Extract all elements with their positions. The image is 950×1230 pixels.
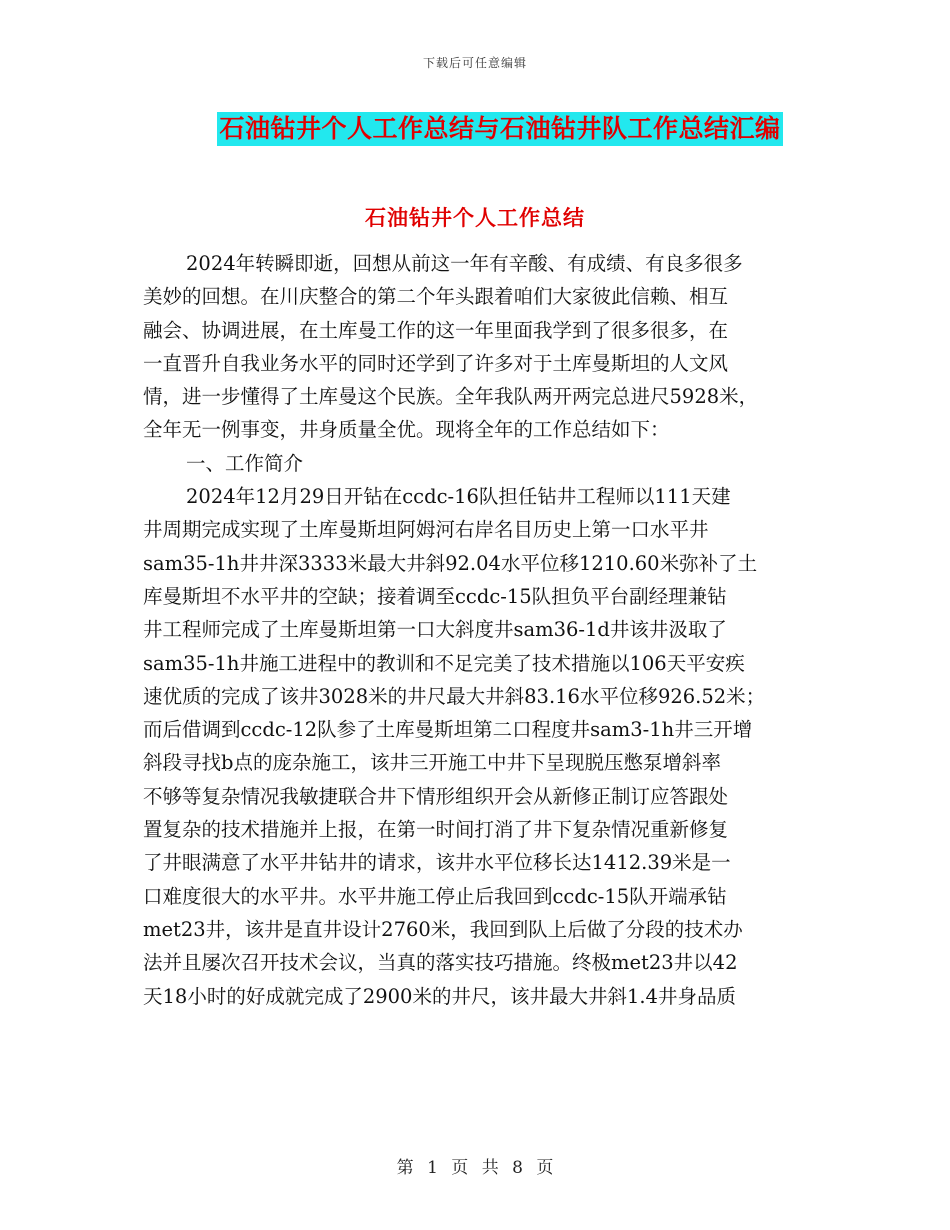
footer-suffix: 页 — [536, 1158, 554, 1178]
footer-prefix: 第 — [396, 1158, 414, 1178]
paragraph-line: 不够等复杂情况我敏捷联合井下情形组织开会从新修正制订应答跟处 — [143, 784, 729, 808]
paragraph-line: 井工程师完成了土库曼斯坦第一口大斜度井sam36-1d井该井汲取了 — [143, 618, 727, 642]
main-title-wrapper — [0, 112, 950, 146]
paragraph-line: 2024年转瞬即逝，回想从前这一年有辛酸、有成绩、有良多很多 — [186, 252, 743, 275]
paragraph-line: 速优质的完成了该井3028米的井尺最大井斜83.16水平位移926.52米； — [143, 684, 766, 708]
paragraph-line: sam35-1h井施工进程中的教训和不足完美了技术措施以106天平安疾 — [143, 651, 745, 675]
paragraph-line: 2024年12月29日开钻在ccdc-16队担任钻井工程师以111天建 — [186, 485, 731, 509]
paragraph-line: sam35-1h井井深3333米最大井斜92.04水平位移1210.60米弥补了土 — [143, 551, 758, 575]
paragraph-line: 融会、协调进展，在土库曼工作的这一年里面我学到了很多很多，在 — [143, 318, 729, 342]
document-title: 石油钻井个人工作总结与石油钻井队工作总结汇编 — [217, 112, 782, 146]
paragraph-line: 井周期完成实现了土库曼斯坦阿姆河右岸名目历史上第一口水平井 — [143, 518, 709, 542]
paragraph-line: 一、工作简介 — [186, 451, 304, 475]
body-text — [143, 247, 823, 1013]
paragraph-line: 情，进一步懂得了土库曼这个民族。全年我队两开两完总进尺5928米， — [143, 385, 759, 409]
footer-total-word: 共 — [481, 1158, 499, 1178]
paragraph-line: 天18小时的好成就完成了2900米的井尺，该井最大井斜1.4井身品质 — [143, 984, 736, 1008]
header-note: 下载后可任意编辑 — [422, 56, 527, 70]
paragraph-line: 一直晋升自我业务水平的同时还学到了许多对于土库曼斯坦的人文风 — [143, 351, 729, 375]
footer-page-number: 1 — [427, 1158, 438, 1178]
paragraph-line: met23井，该井是直井设计2760米，我回到队上后做了分段的技术办 — [143, 917, 743, 941]
paragraph-line: 斜段寻找b点的庞杂施工，该井三开施工中井下呈现脱压憋泵增斜率 — [143, 751, 721, 775]
page-footer — [0, 1153, 950, 1178]
paragraph-line: 置复杂的技术措施并上报，在第一时间打消了井下复杂情况重新修复 — [143, 818, 729, 842]
footer-page-word: 页 — [451, 1158, 469, 1178]
paragraph-line: 而后借调到ccdc-12队参了土库曼斯坦第二口程度井sam3-1h井三开增 — [143, 718, 753, 742]
paragraph-line: 口难度很大的水平井。水平井施工停止后我回到ccdc-15队开端承钻 — [143, 884, 727, 908]
paragraph-line: 法并且屡次召开技术会议，当真的落实技巧措施。终极met23井以42 — [143, 951, 738, 975]
paragraph-line: 全年无一例事变，井身质量全优。现将全年的工作总结如下： — [143, 418, 670, 442]
paragraph-line: 库曼斯坦不水平井的空缺；接着调至ccdc-15队担负平台副经理兼钻 — [143, 584, 727, 608]
paragraph-line: 了井眼满意了水平井钻井的请求，该井水平位移长达1412.39米是一 — [143, 851, 731, 875]
section-title: 石油钻井个人工作总结 — [365, 205, 585, 230]
footer-total-pages: 8 — [512, 1158, 523, 1178]
paragraph-line: 美妙的回想。在川庆整合的第二个年头跟着咱们大家彼此信赖、相互 — [143, 285, 729, 309]
